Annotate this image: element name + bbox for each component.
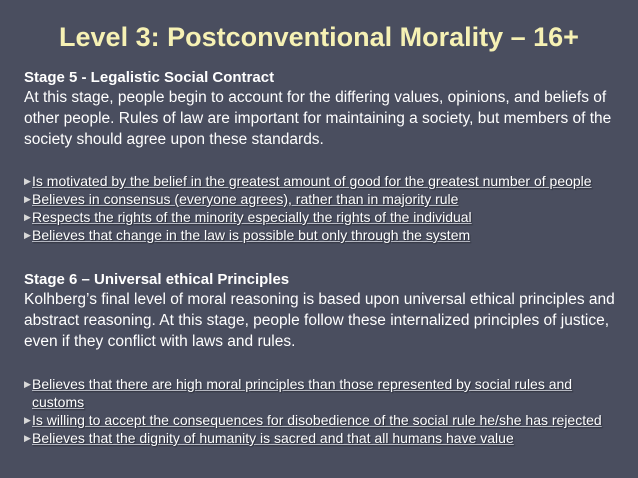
triangle-right-icon: ▶ xyxy=(24,194,31,204)
list-item xyxy=(24,172,628,190)
bullet-text: Is willing to accept the consequences for disobedience of the social rule he/she has rejected xyxy=(32,412,602,428)
stage5-section xyxy=(24,68,630,150)
stage5-description: At this stage, people begin to account for the differing values, opinions, and beliefs of other people. Rules of law are important for maintaining a society, but members of the society should agree upon these standards. xyxy=(24,89,612,148)
list-item xyxy=(24,429,628,447)
list-item xyxy=(24,375,628,411)
bullet-text: Is motivated by the belief in the greatest amount of good for the greatest number of people xyxy=(32,173,592,189)
stage6-description: Kolhberg’s final level of moral reasoning is based upon universal ethical principles and abstract reasoning. At this stage, people follow these internalized principles of justice, even if they conflict with laws and rules. xyxy=(24,291,615,350)
stage5-bullet-list xyxy=(24,172,628,244)
stage6-section xyxy=(24,270,630,352)
stage6-heading: Stage 6 – Universal ethical Principles xyxy=(24,271,290,288)
bullet-text: Respects the rights of the minority especially the rights of the individual xyxy=(32,209,472,225)
slide-title: Level 3: Postconventional Morality – 16+ xyxy=(59,22,579,52)
bullet-text: Believes in consensus (everyone agrees), rather than in majority rule xyxy=(32,191,459,207)
stage6-bullet-list xyxy=(24,375,628,447)
list-item xyxy=(24,411,628,429)
bullet-text: Believes that there are high moral principles than those represented by social rules and customs xyxy=(32,376,573,410)
list-item xyxy=(24,208,628,226)
triangle-right-icon: ▶ xyxy=(24,176,31,186)
list-item xyxy=(24,190,628,208)
stage5-heading: Stage 5 - Legalistic Social Contract xyxy=(24,69,275,86)
triangle-right-icon: ▶ xyxy=(24,212,31,222)
bullet-text: Believes that the dignity of humanity is sacred and that all humans have value xyxy=(32,430,514,446)
triangle-right-icon: ▶ xyxy=(24,433,31,443)
bullet-text: Believes that change in the law is possible but only through the system xyxy=(32,227,471,243)
triangle-right-icon: ▶ xyxy=(24,379,31,389)
triangle-right-icon: ▶ xyxy=(24,415,31,425)
triangle-right-icon: ▶ xyxy=(24,230,31,240)
list-item xyxy=(24,226,628,244)
